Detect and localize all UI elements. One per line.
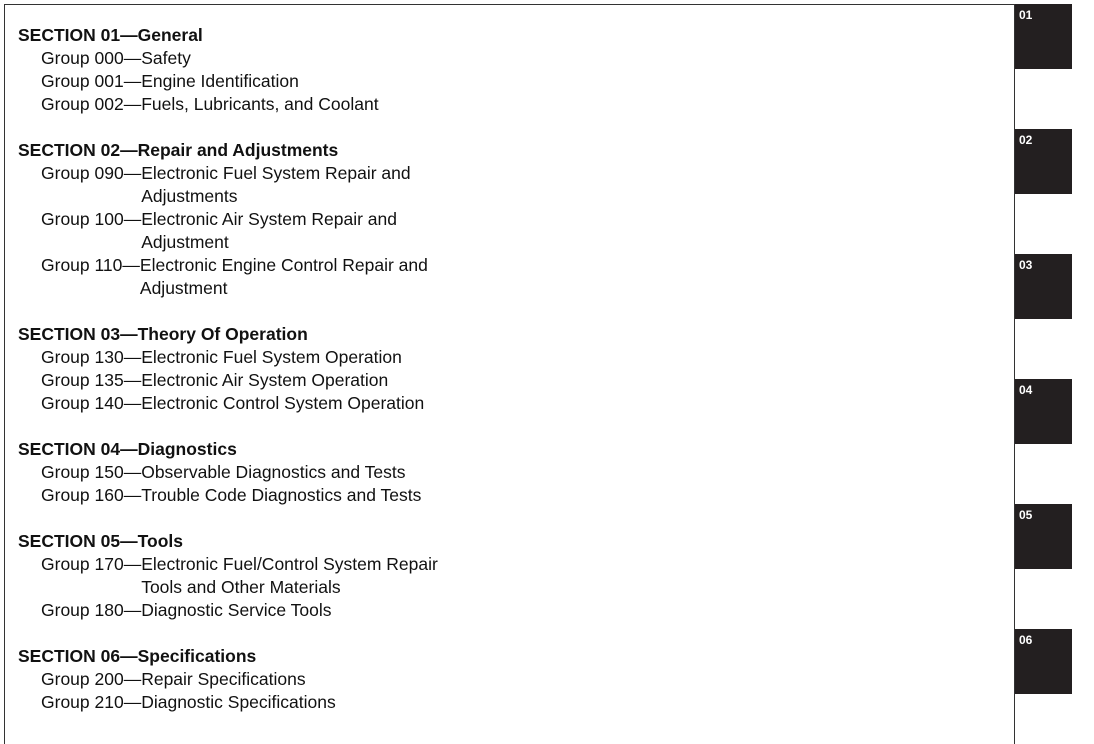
section-title[interactable]: SECTION 05—Tools (18, 531, 183, 551)
group-number: Group 002— (41, 94, 142, 114)
toc-group-entry[interactable] (18, 254, 978, 300)
group-title: Fuels, Lubricants, and Coolant (141, 94, 379, 114)
group-title: Electronic Air System Operation (141, 370, 389, 390)
section-title[interactable]: SECTION 02—Repair and Adjustments (18, 140, 339, 160)
toc-group-entry[interactable] (18, 47, 978, 70)
group-title: Trouble Code Diagnostics and Tests (141, 485, 422, 505)
group-number: Group 000— (41, 48, 142, 68)
toc-group-entry[interactable] (18, 668, 978, 691)
section-title[interactable]: SECTION 01—General (18, 25, 203, 45)
group-title: Electronic Air System Repair and Adjustment (141, 209, 398, 252)
toc-section (18, 438, 978, 507)
group-number: Group 140— (41, 393, 142, 413)
group-number: Group 210— (41, 692, 142, 712)
group-title: Electronic Fuel System Repair and Adjustments (141, 163, 411, 206)
group-number: Group 100— (41, 209, 142, 229)
toc-group-entry[interactable] (18, 484, 978, 507)
group-title: Diagnostic Specifications (141, 692, 336, 712)
section-tab[interactable]: 02 (1015, 129, 1072, 194)
group-title: Electronic Fuel/Control System Repair Tools and Other Materials (141, 554, 438, 597)
toc-group-entry[interactable] (18, 208, 978, 254)
section-tab[interactable]: 01 (1015, 4, 1072, 69)
group-number: Group 150— (41, 462, 142, 482)
group-number: Group 110— (41, 255, 140, 275)
toc-group-entry[interactable] (18, 392, 978, 415)
section-tab[interactable]: 03 (1015, 254, 1072, 319)
group-number: Group 180— (41, 600, 142, 620)
toc-group-entry[interactable] (18, 691, 978, 714)
group-number: Group 170— (41, 554, 142, 574)
toc-group-entry[interactable] (18, 599, 978, 622)
toc-section (18, 24, 978, 116)
group-title: Diagnostic Service Tools (141, 600, 332, 620)
group-title: Safety (141, 48, 191, 68)
section-title[interactable]: SECTION 06—Specifications (18, 646, 257, 666)
section-tab[interactable]: 06 (1015, 629, 1072, 694)
group-number: Group 200— (41, 669, 142, 689)
toc-group-entry[interactable] (18, 461, 978, 484)
group-title: Electronic Fuel System Operation (141, 347, 402, 367)
group-title: Electronic Control System Operation (141, 393, 425, 413)
toc-group-entry[interactable] (18, 93, 978, 116)
group-title: Observable Diagnostics and Tests (141, 462, 406, 482)
toc-section (18, 530, 978, 622)
group-number: Group 130— (41, 347, 142, 367)
section-title[interactable]: SECTION 03—Theory Of Operation (18, 324, 308, 344)
toc-section (18, 645, 978, 714)
group-title: Electronic Engine Control Repair and Adjustment (139, 255, 428, 298)
group-title: Repair Specifications (141, 669, 306, 689)
toc-group-entry[interactable] (18, 553, 978, 599)
section-title[interactable]: SECTION 04—Diagnostics (18, 439, 237, 459)
toc-group-entry[interactable] (18, 162, 978, 208)
group-number: Group 135— (41, 370, 142, 390)
toc-section (18, 139, 978, 300)
toc-section (18, 323, 978, 415)
group-number: Group 001— (41, 71, 142, 91)
toc-group-entry[interactable] (18, 346, 978, 369)
toc-group-entry[interactable] (18, 70, 978, 93)
section-tabs (1015, 4, 1072, 744)
table-of-contents (18, 24, 978, 737)
group-number: Group 160— (41, 485, 142, 505)
group-title: Engine Identification (141, 71, 299, 91)
group-number: Group 090— (41, 163, 142, 183)
toc-group-entry[interactable] (18, 369, 978, 392)
section-tab[interactable]: 05 (1015, 504, 1072, 569)
section-tab[interactable]: 04 (1015, 379, 1072, 444)
